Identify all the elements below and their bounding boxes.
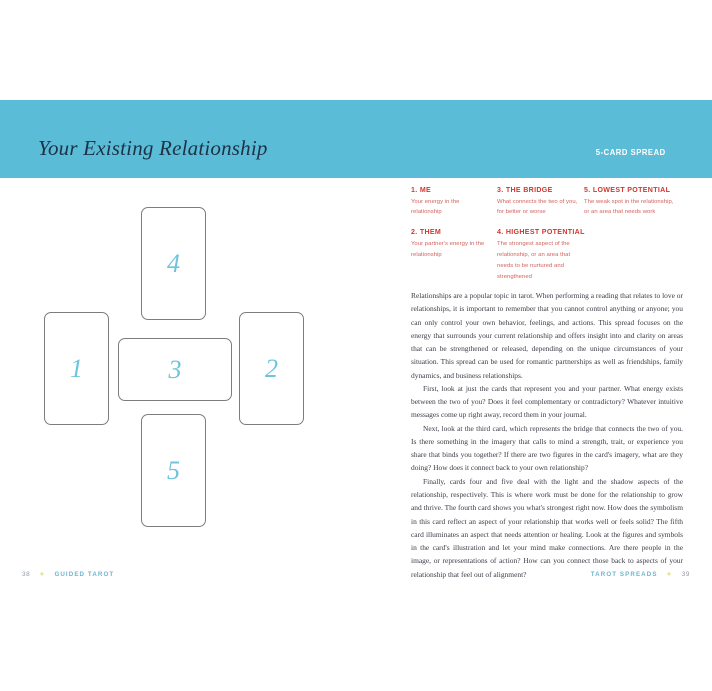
book-title-label: GUIDED TAROT: [54, 571, 115, 578]
page-title: Your Existing Relationship: [38, 136, 268, 160]
key-entry-title: 5. LOWEST POTENTIAL: [584, 185, 671, 194]
card-position-number: 3: [168, 354, 182, 384]
diamond-ornament-icon: ✦: [39, 571, 46, 578]
tarot-card-position-4[interactable]: [141, 207, 206, 320]
key-entry: [584, 185, 676, 218]
spread-position-key: [411, 185, 683, 280]
page-number-left: 38: [22, 571, 31, 578]
page-header-banner: [0, 100, 712, 178]
key-entry-title: 2. THEM: [411, 227, 442, 237]
tarot-card-position-3[interactable]: [118, 338, 232, 401]
key-entry: [411, 185, 491, 218]
key-entry: [411, 227, 491, 260]
key-column-2: [497, 185, 585, 292]
key-column-1: [411, 185, 491, 270]
diamond-ornament-icon: ✦: [666, 571, 673, 578]
card-position-number: 4: [167, 248, 180, 278]
card-position-number: 1: [70, 353, 83, 383]
card-position-number: 5: [167, 455, 180, 485]
footer-right: [591, 571, 690, 578]
key-entry: [497, 227, 585, 282]
key-entry: [497, 185, 579, 218]
key-entry-title: 1. ME: [411, 185, 432, 194]
chapter-title-label: TAROT SPREADS: [590, 571, 658, 578]
body-text: [411, 289, 683, 581]
card-position-number: 2: [265, 353, 278, 383]
key-entry-description: Your partner's energy in the relationship: [411, 240, 485, 258]
tarot-card-position-5[interactable]: [141, 414, 206, 527]
key-column-3: [584, 185, 676, 227]
body-paragraph: Relationships are a popular topic in tarot. When performing a reading that relates to love or relationships, it is important to remember that you cannot control anything or anyone; you can only control your own behavior, feelings, and actions. This spread focuses on the energy that surrounds your current relationship and offers insight into and clarity on areas that can be strengthened or released, depending on the unique circumstances of your situation. This spread can be used for romantic partnerships as well as friendships, family dynamics, and business relationships.: [411, 291, 683, 380]
spread-type-badge: 5-CARD SPREAD: [596, 147, 666, 157]
key-entry-description: The strongest aspect of the relationship, or an area that needs to be nurtured and strengthened: [497, 240, 571, 280]
tarot-card-position-1[interactable]: [44, 312, 109, 425]
key-entry-description: The weak spot in the relationship, or an area that needs work: [584, 198, 674, 216]
key-entry-description: Your energy in the relationship: [411, 198, 460, 216]
key-entry-title: 3. THE BRIDGE: [497, 185, 553, 194]
body-paragraph: First, look at just the cards that represent you and your partner. What energy exists between the two of you? Does it feel complementary or contradictory? Whatever intuitive messages come up right away, record them in your journal.: [411, 383, 683, 420]
tarot-card-position-2[interactable]: [239, 312, 304, 425]
card-spread-diagram: [40, 186, 360, 556]
body-paragraph: Finally, cards four and five deal with the light and the shadow aspects of the relationship, respectively. This is where work must be done for the relationship to grow and thrive. The fourth card shows you what's strongest right now. How does the symbolism in this card reflect an aspect of your relationship that works well or feels solid? The fifth card illuminates an aspect that needs attention or healing. Look at the figures and symbols in the card's illustration and let your mind make connections. Are there people in the image, or representations of action? How can you connect those back to aspects of your relationship that feel out of alignment?: [411, 476, 683, 579]
key-entry-title: 4. HIGHEST POTENTIAL: [497, 227, 585, 237]
key-entry-description: What connects the two of you, for better or worse: [497, 198, 578, 216]
page-number-right: 39: [681, 571, 690, 578]
footer-left: [22, 571, 114, 578]
body-paragraph: Next, look at the third card, which represents the bridge that connects the two of you. Is there something in the imagery that calls to mind a strength, trait, or experience you share that binds you together? If there are two figures in the card's imagery, what are they doing? How does it connect back to your own relationship?: [411, 423, 683, 473]
